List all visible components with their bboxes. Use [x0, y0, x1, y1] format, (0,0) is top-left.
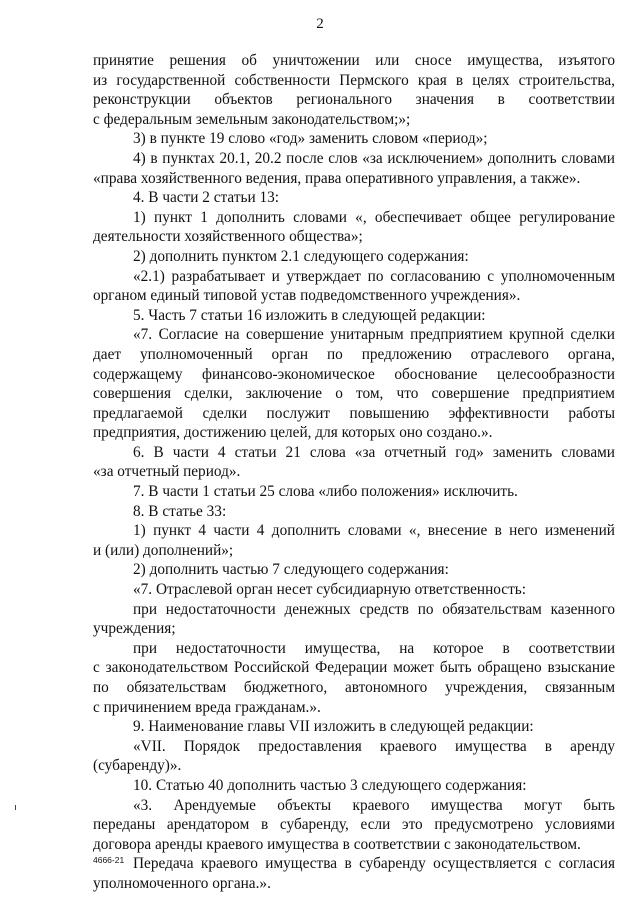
text-line: 4. В части 2 статьи 13: [133, 189, 280, 207]
text-line: учреждения; [93, 620, 176, 638]
text-line: (субаренду)». [93, 757, 182, 775]
text-line: с федеральным земельным законодательством;»; [93, 110, 411, 128]
text-line: 2) дополнить частью 7 следующего содержания: [133, 561, 449, 579]
text-line: 1) пункт 4 части 4 дополнить словами «, внесение в него изменений [133, 522, 615, 540]
text-line: 10. Статью 40 дополнить частью 3 следующего содержания: [133, 776, 527, 794]
text-line: договора аренды краевого имущества в соответствии с законодательством. [93, 835, 581, 853]
text-line: «права хозяйственного ведения, права оперативного управления, а также». [93, 169, 581, 187]
margin-mark [15, 805, 16, 810]
text-line: 4) в пунктах 20.1, 20.2 после слов «за исключением» дополнить словами [133, 149, 615, 167]
text-line: Передача краевого имущества в субаренду осуществляется с согласия [133, 855, 615, 873]
text-line: «2.1) разрабатывает и утверждает по согласованию с уполномоченным [133, 267, 615, 285]
text-line: при недостаточности имущества, на которое в соответствии [133, 639, 615, 657]
text-line: 7. В части 1 статьи 25 слова «либо положения» исключить. [133, 483, 518, 501]
document-body [93, 51, 615, 894]
text-line: 9. Наименование главы VII изложить в следующей редакции: [133, 718, 534, 736]
text-line: «за отчетный период». [93, 463, 241, 481]
document-code: 4666-21 [93, 855, 125, 865]
text-line: 3) в пункте 19 слово «год» заменить словом «период»; [133, 130, 488, 148]
text-line: реконструкции объектов регионального значения в соответствии [93, 91, 615, 109]
text-line: содержащему финансово-экономическое обоснование целесообразности [93, 365, 615, 383]
text-line: принятие решения об уничтожении или сносе имущества, изъятого [93, 52, 615, 69]
text-line: 5. Часть 7 статьи 16 изложить в следующей редакции: [133, 306, 486, 324]
text-line: из государственной собственности Пермского края в целях строительства, [93, 71, 615, 89]
text-line: с законодательством Российской Федерации может быть обращено взыскание [93, 659, 615, 677]
text-line: предлагаемой сделки послужит повышению эффективности работы [93, 404, 615, 422]
text-line: органом единый типовой устав подведомственного учреждения». [93, 287, 521, 305]
text-line: «7. Согласие на совершение унитарным предприятием крупной сделки [133, 326, 615, 344]
text-line: совершения сделки, заключение о том, что совершение предприятием [93, 385, 615, 403]
text-line: 2) дополнить пунктом 2.1 следующего содержания: [133, 247, 469, 265]
text-line: предприятия, достижению целей, для которых оно создано.». [93, 424, 493, 442]
text-line: переданы арендатором в субаренду, если это предусмотрено условиями [93, 816, 615, 834]
text-line: 1) пункт 1 дополнить словами «, обеспечивает общее регулирование [133, 208, 615, 226]
text-line: по обязательствам бюджетного, автономного учреждения, связанным [93, 679, 615, 696]
text-line: и (или) дополнений»; [93, 541, 234, 559]
page-number: 2 [316, 16, 324, 32]
text-line: с причинением вреда гражданам.». [93, 698, 321, 716]
text-line: уполномоченного органа.». [93, 874, 271, 892]
text-line: 6. В части 4 статьи 21 слова «за отчетный год» заменить словами [133, 443, 615, 461]
text-line: деятельности хозяйственного общества»; [93, 228, 363, 246]
text-line: «7. Отраслевой орган несет субсидиарную ответственность: [133, 581, 527, 599]
text-line: 8. В статье 33: [133, 502, 227, 520]
text-line: «VII. Порядок предоставления краевого имущества в аренду [133, 737, 615, 755]
text-line: при недостаточности денежных средств по обязательствам казенного [133, 600, 615, 618]
text-line: дает уполномоченный орган по предложению отраслевого органа, [93, 345, 615, 363]
text-line: «3. Арендуемые объекты краевого имущества могут быть [133, 796, 615, 814]
